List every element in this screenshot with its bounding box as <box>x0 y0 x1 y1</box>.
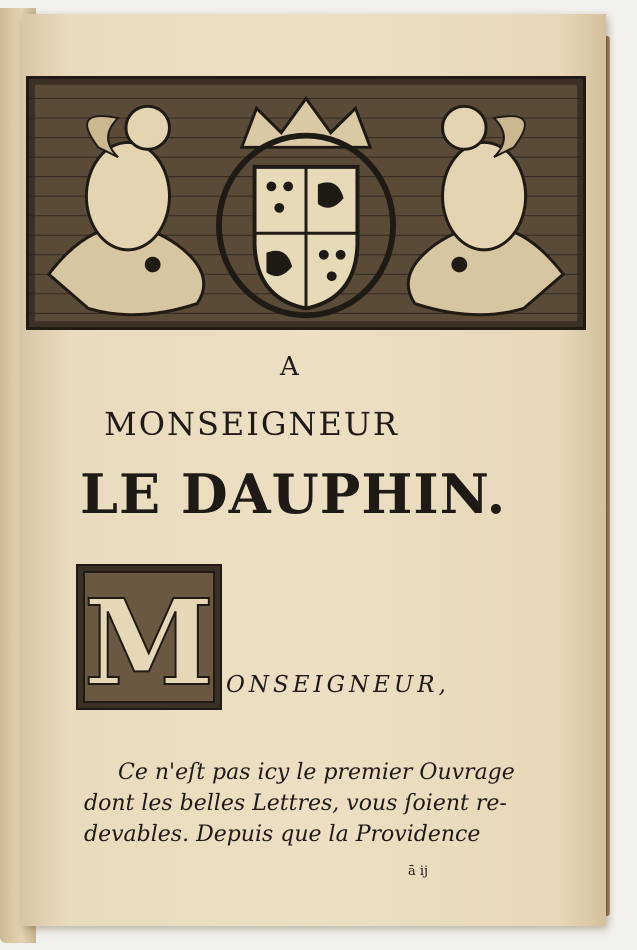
drop-cap-letter: M <box>83 573 215 710</box>
left-cherub <box>86 142 169 249</box>
signature-mark: ā ij <box>408 864 429 879</box>
body-line-3: devables. Depuis que la Providence <box>84 822 481 847</box>
royal-arms-headpiece <box>26 76 586 330</box>
body-line-1: Ce n'eſt pas icy le premier Ouvrage <box>118 760 515 785</box>
right-cherub <box>443 142 526 249</box>
dedication-monseigneur: MONSEIGNEUR <box>104 405 399 443</box>
salutation: ONSEIGNEUR, <box>226 672 450 698</box>
dedication-a: A <box>280 352 299 382</box>
body-line-2: dont les belles Lettres, vous ſoient re- <box>84 791 507 816</box>
dedication-le-dauphin: LE DAUPHIN. <box>80 462 507 526</box>
historiated-initial-m <box>76 564 222 710</box>
